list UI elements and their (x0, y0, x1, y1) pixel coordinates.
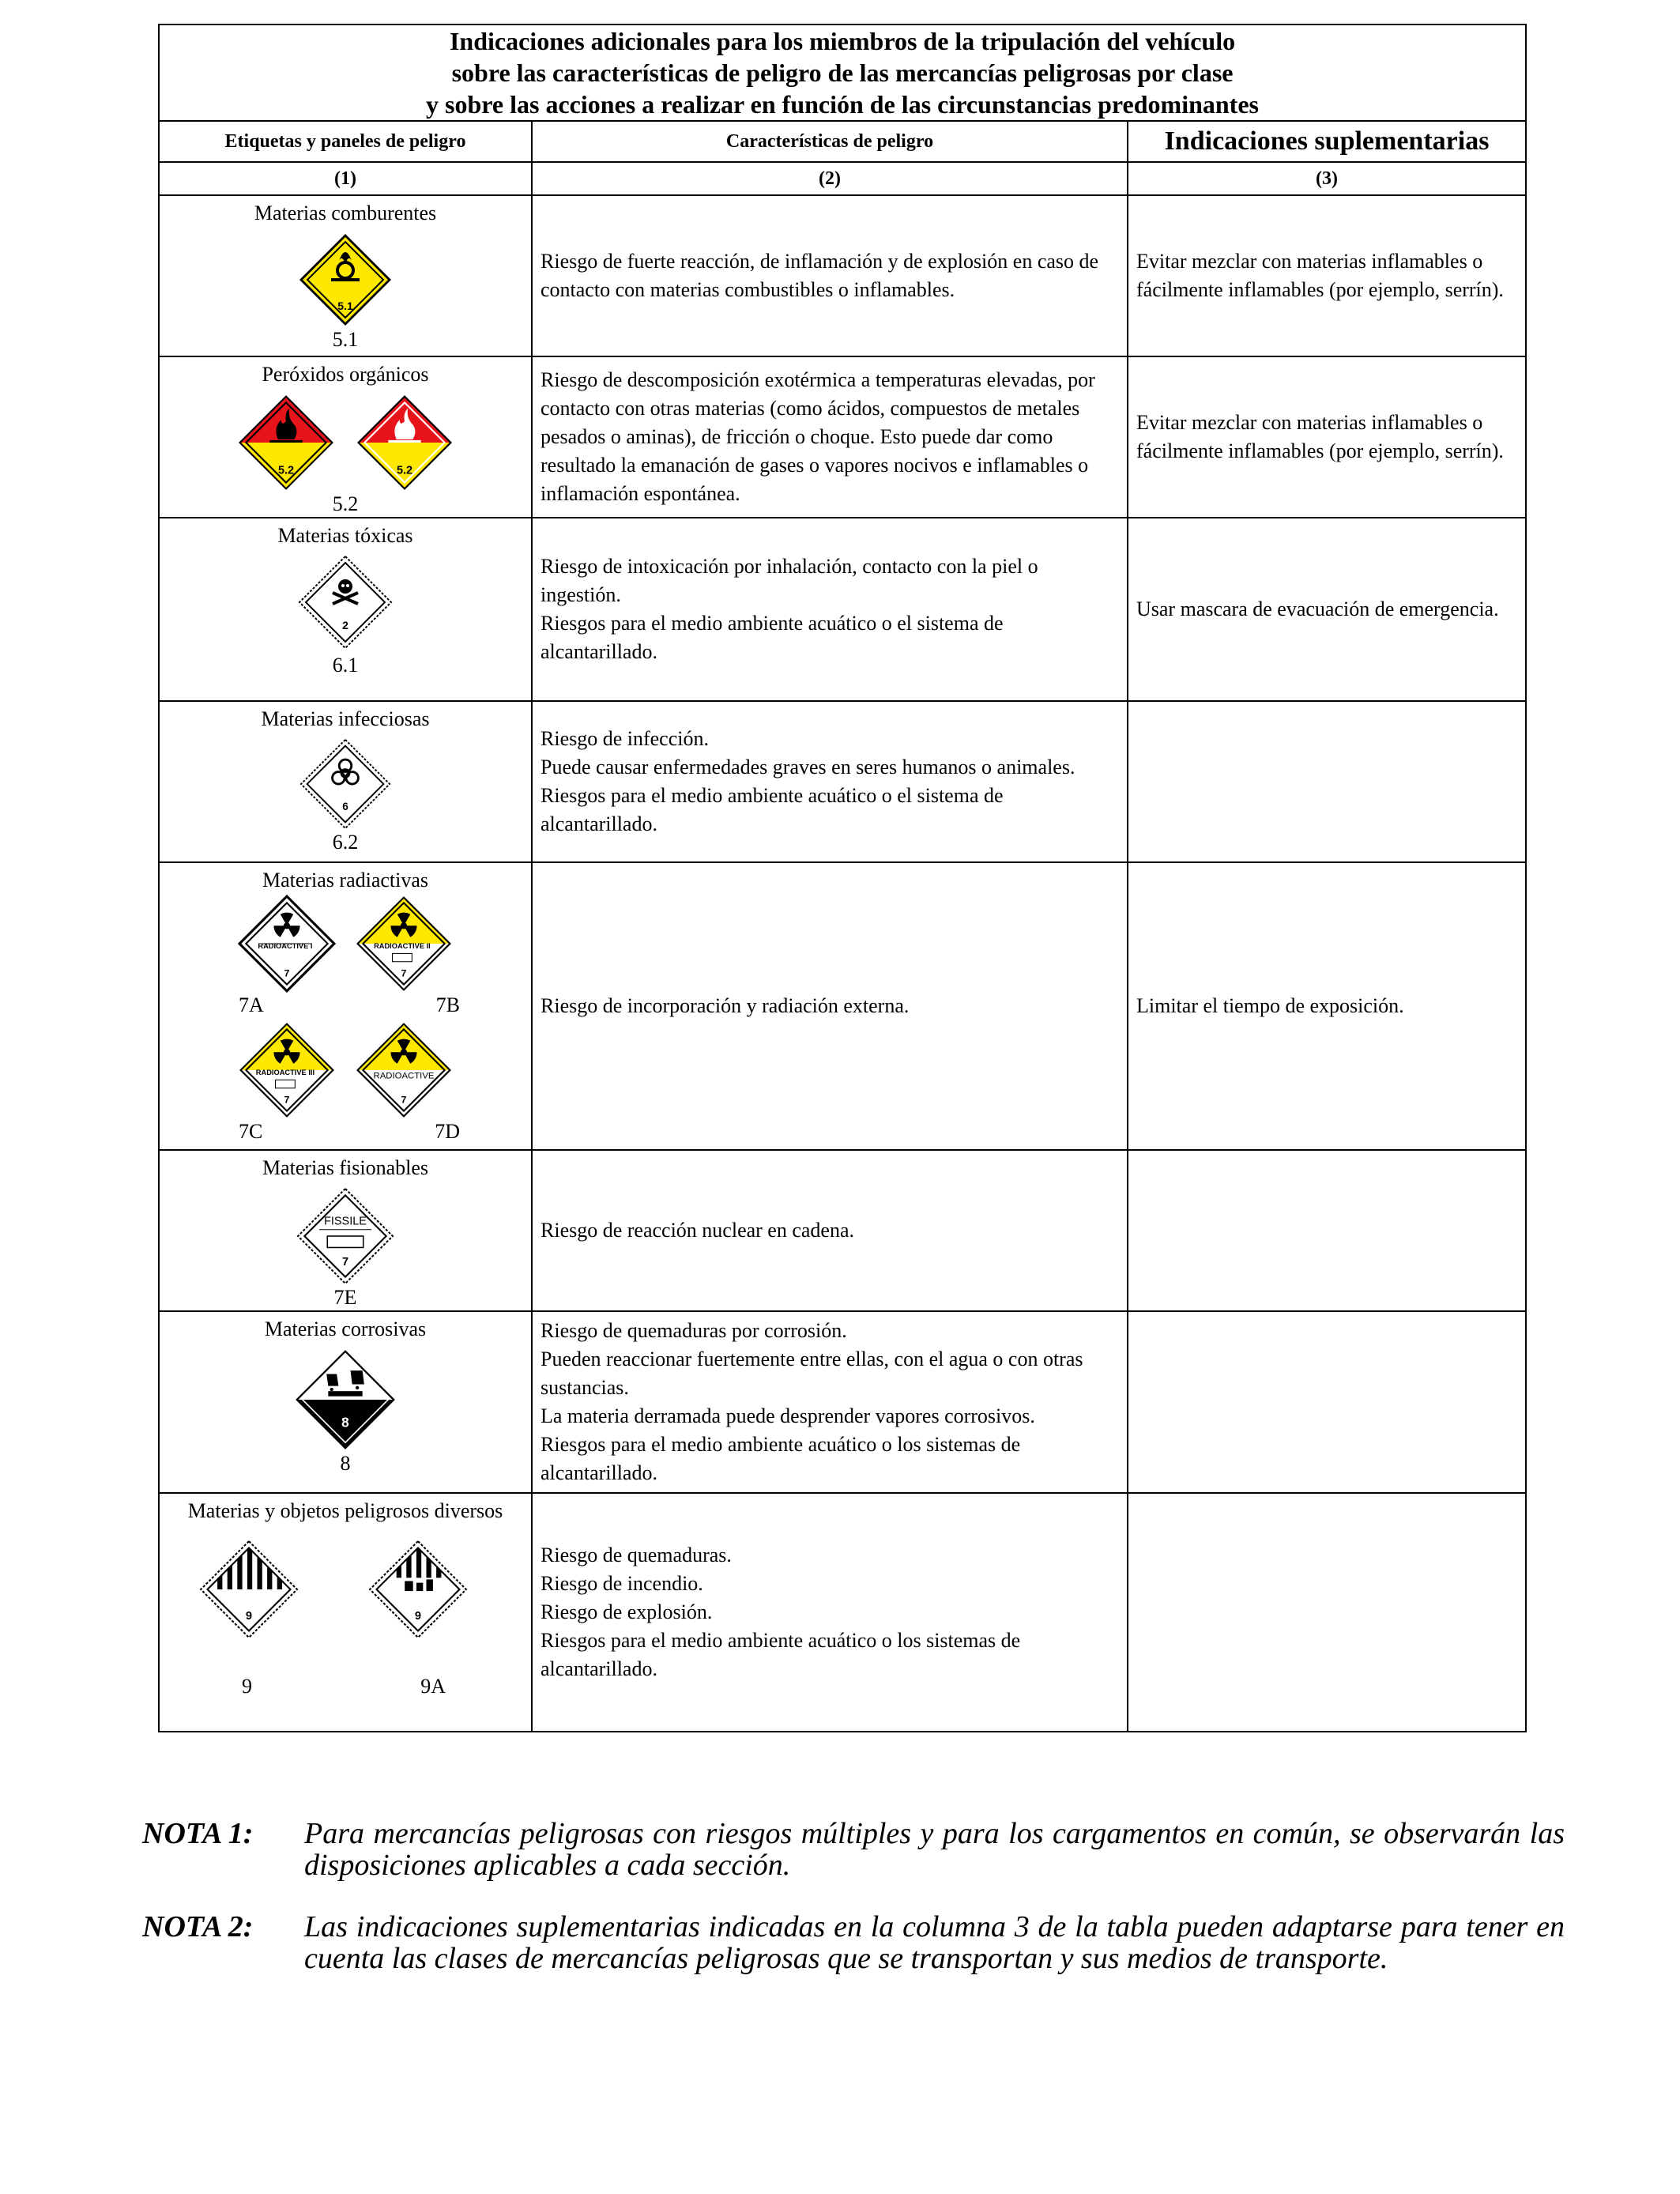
sign-text: RADIOACTIVE III (255, 1069, 315, 1077)
class-label: 5.1 (332, 328, 359, 351)
note-text: Las indicaciones suplementarias indicadas en la columna 3 de la tabla pueden adaptarse para tener en cuenta las clases de mercancías peligrosas que se transportan y sus medios de transporte. (304, 1910, 1565, 1975)
miscellaneous-sign-icon (199, 1540, 299, 1639)
class-label: 6.2 (332, 831, 359, 854)
title-line: Indicaciones adicionales para los miembros de la tripulación del vehículo (449, 27, 1236, 55)
organic-peroxide-sign-icon (356, 394, 454, 492)
action-text: Evitar mezclar con materias inflamables o fácilmente inflamables (por ejemplo, serrín). (1136, 250, 1504, 301)
action-text: Limitar el tiempo de exposición. (1136, 994, 1404, 1017)
hazard-text: Riesgo de quemaduras por corrosión. (541, 1319, 847, 1342)
action-cell (1128, 1150, 1526, 1311)
class-label: 5.2 (332, 492, 359, 515)
hazard-text: Riesgo de incorporación y radiación externa. (541, 994, 910, 1017)
sign-number: 5.2 (277, 464, 295, 477)
hazard-text: Riesgo de quemaduras. (541, 1544, 732, 1566)
toxic-skull-sign-icon (298, 555, 393, 650)
action-cell (1128, 1493, 1526, 1732)
action-cell (1128, 701, 1526, 862)
label-cell (159, 356, 532, 518)
col-number: (1) (159, 162, 532, 195)
hazard-text: Riesgo de intoxicación por inhalación, contacto con la piel o ingestión. (541, 555, 1038, 606)
sign-number: 9 (245, 1609, 253, 1623)
hazard-text: Pueden reaccionar fuertemente entre ellas, con el agua o con otras sustancias. (541, 1348, 1083, 1399)
action-cell (1128, 1311, 1526, 1493)
table-row (159, 1311, 1526, 1493)
hazard-text: Riesgos para el medio ambiente acuático o los sistemas de alcantarillado. (541, 1629, 1021, 1680)
sign-text: RADIOACTIVE I (258, 942, 313, 951)
class-label: 7D (435, 1120, 460, 1143)
biohazard-sign-icon (299, 738, 391, 830)
oxidizer-sign-icon (298, 232, 393, 327)
class-label: 8 (340, 1452, 351, 1475)
table-row (159, 1493, 1526, 1732)
class-label: 7C (239, 1120, 263, 1143)
hazard-cell (532, 701, 1128, 862)
hazard-text: Riesgos para el medio ambiente acuático o los sistemas de alcantarillado. (541, 1433, 1021, 1484)
sign-number: 7 (341, 1256, 349, 1269)
table-row (159, 862, 1526, 1150)
lithium-battery-sign-icon (368, 1540, 468, 1639)
hazard-table (158, 24, 1527, 1732)
hazard-cell (532, 1311, 1128, 1493)
class-label: 7A (239, 993, 264, 1016)
hazard-cell (532, 1150, 1128, 1311)
title-line: y sobre las acciones a realizar en función de las circunstancias predominantes (426, 90, 1259, 119)
sign-number: 9 (414, 1609, 422, 1623)
class-label: 6.1 (332, 654, 359, 677)
sign-number: 5.2 (396, 464, 413, 477)
table-row (159, 701, 1526, 862)
class-name: Materias y objetos peligrosos diversos (187, 1499, 503, 1522)
hazard-text: La materia derramada puede desprender vapores corrosivos. (541, 1404, 1035, 1427)
class-name: Materias infecciosas (261, 707, 430, 730)
sign-number: 7 (401, 1094, 407, 1106)
sign-text: RADIOACTIVE (373, 1071, 435, 1081)
action-cell (1128, 356, 1526, 518)
hazard-text: Riesgo de reacción nuclear en cadena. (541, 1219, 855, 1242)
table-row (159, 356, 1526, 518)
class-name: Materias fisionables (262, 1156, 429, 1179)
table-row (159, 1150, 1526, 1311)
hazard-text: Riesgos para el medio ambiente acuático o el sistema de alcantarillado. (541, 612, 1004, 663)
hazard-text: Riesgo de explosión. (541, 1600, 713, 1623)
class-name: Materias tóxicas (277, 524, 413, 547)
class-name: Materias corrosivas (264, 1318, 427, 1340)
label-cell (159, 1493, 532, 1732)
label-cell (159, 1311, 532, 1493)
sign-number: 5.1 (337, 300, 353, 312)
action-cell (1128, 195, 1526, 356)
header-col3: Indicaciones suplementarias (1128, 121, 1526, 162)
sign-number: 8 (341, 1414, 349, 1431)
label-cell (159, 1150, 532, 1311)
radioactive-7d-sign-icon (355, 1021, 453, 1119)
hazard-text: Puede causar enfermedades graves en seres humanos o animales. (541, 756, 1075, 778)
hazard-cell (532, 356, 1128, 518)
action-text: Usar mascara de evacuación de emergencia. (1136, 598, 1499, 620)
hazard-text: Riesgos para el medio ambiente acuático o el sistema de alcantarillado. (541, 784, 1004, 835)
table-row (159, 518, 1526, 701)
hazard-text: Riesgo de fuerte reacción, de inflamación y de explosión en caso de contacto con materias combustibles o inflamables. (541, 250, 1099, 301)
sign-text: RADIOACTIVE II (374, 942, 431, 951)
label-cell (159, 195, 532, 356)
hazard-text: Riesgo de descomposición exotérmica a temperaturas elevadas, por contacto con otras materias (como ácidos, compuestos de metales pesados o aminas), de fricción o choque. Esto puede dar como resultado la emanación de gases o vapores nocivos e inflamables o inflamación espontánea. (541, 368, 1095, 505)
hazard-cell (532, 862, 1128, 1150)
label-cell (159, 862, 532, 1150)
sign-number: 2 (342, 619, 348, 631)
sign-number: 6 (342, 800, 348, 812)
hazard-cell (532, 1493, 1128, 1732)
notes-section (142, 1818, 1565, 2004)
hazard-text: Riesgo de incendio. (541, 1572, 703, 1595)
class-label: 9A (420, 1675, 446, 1698)
fissile-sign-icon (296, 1187, 394, 1285)
header-col2: Características de peligro (532, 121, 1128, 162)
class-name: Peróxidos orgánicos (262, 363, 429, 386)
hazard-text: Riesgo de infección. (541, 727, 709, 750)
hazard-cell (532, 195, 1128, 356)
radioactive-7c-sign-icon (238, 1021, 336, 1119)
radioactive-7b-sign-icon (355, 895, 453, 993)
radioactive-7a-sign-icon (238, 895, 336, 993)
title-line: sobre las características de peligro de las mercancías peligrosas por clase (451, 58, 1234, 87)
note-2 (142, 1911, 1565, 1974)
sign-number: 7 (284, 967, 290, 979)
table-row (159, 195, 1526, 356)
sign-text: FISSILE (324, 1215, 367, 1228)
note-text: Para mercancías peligrosas con riesgos múltiples y para los cargamentos en común, se observarán las disposiciones aplicables a cada sección. (304, 1817, 1565, 1882)
col-number: (3) (1128, 162, 1526, 195)
action-text: Evitar mezclar con materias inflamables o fácilmente inflamables (por ejemplo, serrín). (1136, 411, 1504, 462)
sign-number: 7 (401, 967, 407, 979)
class-label: 7E (333, 1286, 357, 1309)
action-cell (1128, 862, 1526, 1150)
class-name: Materias radiactivas (262, 869, 429, 892)
class-label: 9 (242, 1675, 252, 1698)
hazard-cell (532, 518, 1128, 701)
sign-number: 7 (284, 1094, 290, 1106)
col-number: (2) (532, 162, 1128, 195)
corrosive-sign-icon (294, 1348, 397, 1451)
note-tag: NOTA 2: (142, 1910, 254, 1943)
note-tag: NOTA 1: (142, 1817, 254, 1850)
class-name: Materias comburentes (254, 202, 437, 224)
label-cell (159, 701, 532, 862)
action-cell (1128, 518, 1526, 701)
class-label: 7B (435, 993, 460, 1016)
label-cell (159, 518, 532, 701)
organic-peroxide-sign-icon (237, 394, 335, 492)
header-col1: Etiquetas y paneles de peligro (159, 121, 532, 162)
table-title (159, 25, 1526, 121)
note-1 (142, 1818, 1565, 1881)
